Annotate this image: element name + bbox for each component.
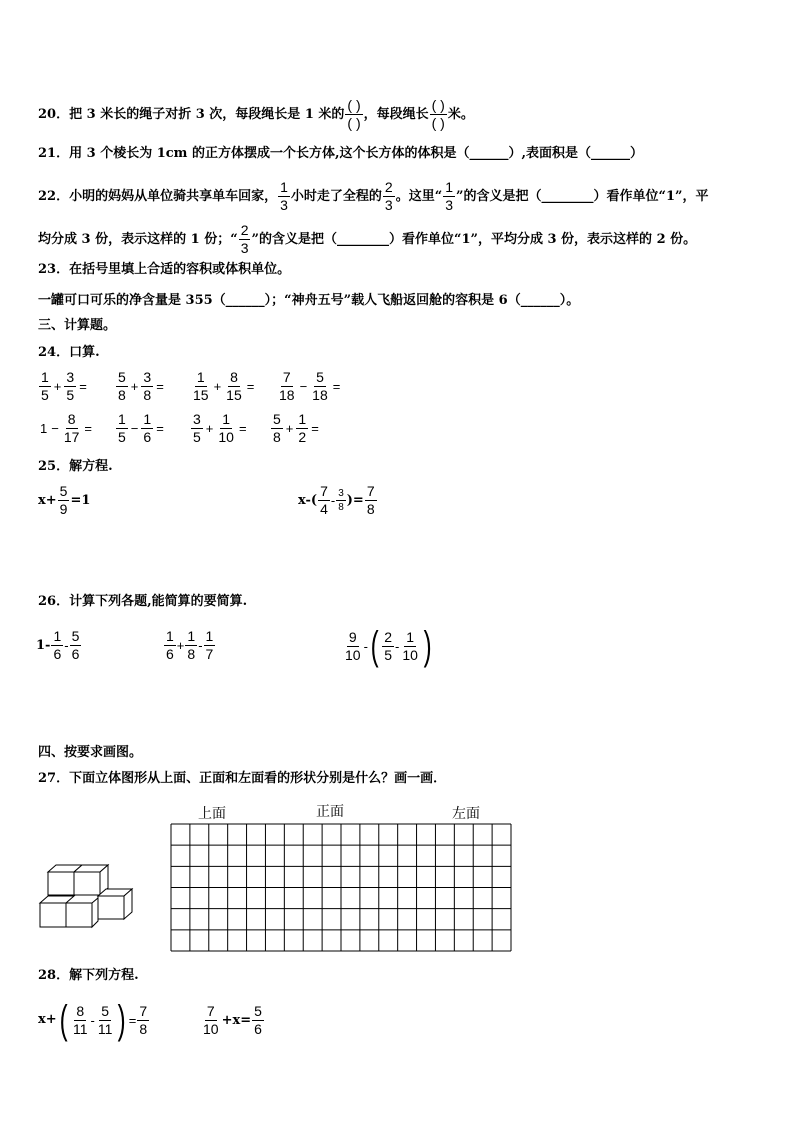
q26-expression-3 — [342, 626, 434, 666]
q26-e2-f3-den: 7 — [205, 646, 214, 662]
q28-equation-2 — [200, 1004, 265, 1037]
q25-e2-f3-den: 8 — [366, 501, 375, 517]
q28-e1-f3-den: 8 — [139, 1020, 148, 1037]
q26-e3-f3-num: 1 — [406, 628, 415, 645]
q28-e1-f2-den: 11 — [97, 1020, 113, 1037]
q24-operator: − — [130, 421, 139, 436]
q25-e1-x: x+ — [38, 492, 57, 508]
q22-f4-den: 3 — [240, 240, 249, 256]
q26-e3-f1-den: 10 — [345, 646, 361, 663]
q24-fraction-a-den: 15 — [193, 387, 209, 403]
q22-fraction-1 — [278, 180, 290, 213]
q23-text: 在括号里填上合适的容积或体积单位。 — [69, 262, 291, 277]
q25-e2-minus: - — [330, 493, 336, 508]
section-4-title: 四、按要求画图。 — [38, 745, 143, 760]
q24-fraction-a-num: 1 — [196, 369, 205, 385]
q26-e2-plus: + — [176, 638, 185, 653]
q24-fraction-a — [191, 412, 203, 445]
q22-f3-den: 3 — [445, 197, 453, 213]
q24-fraction-a-num: 5 — [118, 369, 126, 385]
question-26 — [38, 594, 247, 610]
q26-e3-fraction-3 — [400, 630, 420, 663]
q26-e1-f2-den: 6 — [71, 646, 80, 662]
q22-f1-num: 1 — [280, 179, 288, 195]
q25-e2-fraction-2 — [336, 488, 346, 513]
q28-e2-f2-den: 6 — [254, 1021, 262, 1037]
q24-fraction-b-den: 17 — [63, 429, 80, 445]
q22-text-b: 小时走了全程的 — [290, 189, 382, 204]
q26-e2-f2-den: 8 — [187, 646, 196, 662]
q24-fraction-a-num: 5 — [273, 411, 281, 427]
q24-fraction-b — [224, 370, 244, 403]
q26-e3-f3-den: 10 — [402, 646, 418, 663]
q24-item — [276, 370, 342, 403]
q28-e2-f2-num: 5 — [254, 1003, 262, 1019]
cube-front-face-4 — [66, 903, 92, 927]
q28-e1-equals: = — [128, 1012, 137, 1028]
label-left-view: 左面 — [452, 805, 480, 821]
q26-e2-fraction-3 — [204, 629, 216, 662]
q20-blank-num-1: ( ) — [347, 97, 361, 113]
q24-fraction-a — [39, 370, 51, 403]
q28-e2-f1-num: 7 — [206, 1003, 215, 1019]
q26-e3-f2-den: 5 — [384, 646, 393, 663]
q26-e1-fraction-1 — [51, 629, 63, 662]
q24-operator: − — [299, 379, 308, 394]
q24-fraction-a-num: 1 — [41, 369, 49, 385]
q24-item — [38, 412, 94, 445]
q26-e1-minus: - — [64, 638, 69, 653]
q26-e2-f3-num: 1 — [205, 628, 214, 644]
q24-fraction-b-den: 6 — [143, 429, 152, 445]
q28-e1-fraction-3 — [137, 1004, 149, 1037]
cube-top-face-3 — [40, 896, 74, 903]
q25-e1-fraction — [58, 484, 70, 517]
q26-e3-minus-2: - — [395, 638, 400, 654]
q25-text: 解方程. — [69, 459, 113, 474]
q20-blank-num-2: ( ) — [431, 97, 445, 113]
q24-fraction-b-den: 18 — [312, 387, 328, 403]
q24-fraction-b-num: 3 — [143, 369, 152, 385]
q28-e2-f1-den: 10 — [203, 1021, 219, 1037]
q28-e1-f1-num: 8 — [76, 1002, 85, 1019]
q24-fraction-b — [296, 412, 308, 445]
q28-equation-1 — [38, 1000, 150, 1040]
q25-e2-fraction-1 — [318, 484, 330, 517]
q24-item — [115, 370, 166, 403]
q24-operator: + — [213, 379, 222, 394]
q24-fraction-b — [310, 370, 330, 403]
q24-fraction-a-num: 3 — [193, 411, 201, 427]
q28-e1-right-paren: ) — [118, 998, 127, 1042]
q24-operator: + — [285, 421, 294, 436]
q24-operator: − — [51, 421, 59, 436]
q24-equals: = — [156, 421, 164, 436]
q24-fraction-a — [277, 370, 297, 403]
q28-e2-fraction-1 — [201, 1004, 221, 1037]
q24-number: 24． — [38, 345, 70, 360]
q26-e2-f1-num: 1 — [166, 628, 174, 644]
q20-text-b: ，每段绳长 — [363, 107, 429, 122]
q23-number: 23． — [38, 262, 70, 277]
question-23 — [38, 262, 290, 278]
q22-f1-den: 3 — [280, 197, 288, 213]
q24-fraction-a-den: 5 — [118, 429, 126, 445]
q20-text-c: 米。 — [447, 107, 474, 122]
q24-fraction-b-num: 8 — [230, 369, 238, 385]
drawing-grid[interactable] — [170, 823, 512, 953]
q25-e1-num: 5 — [59, 483, 68, 499]
q25-e2-fraction-3 — [365, 484, 377, 517]
q26-e3-left-paren: ( — [370, 624, 379, 668]
section-3-title: 三、计算题。 — [38, 318, 117, 333]
q26-e2-minus: - — [198, 638, 203, 653]
q25-e2-f3-num: 7 — [366, 483, 375, 499]
question-27 — [38, 771, 446, 787]
question-22-line-2 — [38, 223, 696, 256]
q20-blank-fraction-2 — [430, 98, 447, 131]
q26-e2-fraction-1 — [164, 629, 176, 662]
q25-equation-1 — [38, 484, 90, 517]
q24-fraction-a — [191, 370, 211, 403]
q24-fraction-a — [271, 412, 283, 445]
q28-e1-f2-num: 5 — [101, 1002, 110, 1019]
q24-fraction-a — [116, 412, 128, 445]
q24-fraction-b-num: 1 — [222, 411, 231, 427]
q24-fraction-a-den: 8 — [273, 429, 281, 445]
q24-whole: 1 — [40, 421, 48, 436]
q21-text: 用 3 个棱长为 1cm 的正方体摆成一个长方体,这个长方体的体积是（______）,表面积是（______） — [69, 146, 644, 161]
cube-front-face-1 — [48, 872, 74, 895]
q27-number: 27． — [38, 771, 70, 786]
q24-item — [190, 370, 256, 403]
question-23-line-2: 一罐可口可乐的净含量是 355（______）；“神舟五号”载人飞船返回舱的容积是 6（______）。 — [38, 293, 580, 308]
q24-item — [115, 412, 166, 445]
q22-fraction-4 — [239, 223, 251, 256]
q24-fraction-b-num: 3 — [66, 369, 75, 385]
q22-number: 22． — [38, 189, 70, 204]
q26-e2-fraction-2 — [185, 629, 197, 662]
q24-item — [270, 412, 321, 445]
cube-solid-figure — [38, 858, 138, 932]
q24-fraction-b-num: 5 — [316, 369, 324, 385]
q28-e2-fraction-2 — [252, 1004, 264, 1037]
q24-fraction-a-num: 7 — [282, 369, 291, 385]
q22-text-d: ”的含义是把（________）看作单位“1”，平 — [456, 189, 709, 204]
q26-e3-minus: - — [363, 638, 368, 654]
q24-item — [190, 412, 249, 445]
q25-e2-f2-num: 3 — [338, 488, 344, 499]
q24-operator: + — [53, 379, 62, 394]
q24-fraction-b-num: 8 — [67, 411, 76, 427]
q26-e1-fraction-2 — [70, 629, 82, 662]
q26-number: 26． — [38, 594, 70, 609]
q24-fraction-b — [64, 370, 76, 403]
q26-e3-right-paren: ) — [423, 624, 432, 668]
q24-fraction-b-den: 10 — [218, 429, 234, 445]
question-25 — [38, 459, 113, 475]
q24-item — [38, 370, 89, 403]
q24-equals: = — [84, 421, 92, 436]
q28-e2-plus-x: +x= — [221, 1012, 252, 1028]
q20-blank-den-1: ( ) — [347, 115, 361, 131]
q25-e2-f1-den: 4 — [320, 501, 328, 517]
q20-blank-den-2: ( ) — [431, 115, 445, 131]
question-21 — [38, 146, 643, 162]
q24-equals: = — [332, 379, 341, 394]
q28-text: 解下列方程. — [69, 968, 139, 983]
q22-fraction-3 — [443, 180, 455, 213]
q25-e1-den: 9 — [59, 501, 68, 517]
q28-e1-f1-den: 11 — [72, 1020, 88, 1037]
label-top-view: 上面 — [198, 805, 226, 821]
question-24 — [38, 345, 100, 361]
q24-fraction-b-num: 1 — [298, 411, 307, 427]
q28-e1-fraction-2 — [96, 1004, 115, 1037]
q25-number: 25． — [38, 459, 70, 474]
cube-front-face-5 — [98, 896, 124, 919]
q24-fraction-a — [116, 370, 128, 403]
question-22-line-1 — [38, 180, 708, 213]
q24-equals: = — [311, 421, 319, 436]
q24-fraction-b — [141, 370, 153, 403]
q22-text-a: 小明的妈妈从单位骑共享单车回家， — [69, 189, 278, 204]
q25-e2-x: x-( — [298, 492, 318, 508]
question-28 — [38, 968, 139, 984]
q22-f2-den: 3 — [384, 197, 393, 213]
q26-e2-f2-num: 1 — [187, 628, 196, 644]
q24-fraction-a-den: 8 — [118, 387, 126, 403]
q24-equals: = — [156, 379, 164, 394]
q28-e1-x: x+ — [38, 1012, 57, 1027]
q24-fraction-a-den: 5 — [193, 429, 201, 445]
q20-blank-fraction-1 — [345, 98, 362, 131]
q24-equals: = — [238, 421, 247, 436]
q24-fraction-b — [216, 412, 236, 445]
q28-number: 28． — [38, 968, 70, 983]
q26-e1-whole: 1- — [36, 637, 51, 653]
q25-e2-f1-num: 7 — [320, 483, 328, 499]
q28-e1-f3-num: 7 — [139, 1002, 148, 1019]
q24-fraction-a-den: 5 — [41, 387, 49, 403]
q26-e3-f2-num: 2 — [384, 628, 393, 645]
q20-text-a: 把 3 米长的绳子对折 3 次，每段绳长是 1 米的 — [69, 107, 345, 122]
q24-fraction-b-den: 8 — [143, 387, 152, 403]
q28-e1-fraction-1 — [71, 1004, 90, 1037]
q22-fraction-2 — [383, 180, 395, 213]
q28-e1-minus: - — [90, 1012, 95, 1028]
q26-e1-f1-num: 1 — [53, 628, 62, 644]
q22-f2-num: 2 — [384, 179, 393, 195]
q22-f3-num: 1 — [445, 179, 453, 195]
q24-fraction-b-num: 1 — [143, 411, 152, 427]
q24-fraction-a-den: 18 — [279, 387, 295, 403]
cube-side-face-4 — [92, 898, 98, 927]
q24-text: 口算. — [69, 345, 100, 360]
q20-number: 20． — [38, 107, 70, 122]
q26-e3-fraction-1 — [343, 630, 363, 663]
q24-operator: + — [205, 421, 214, 436]
q21-number: 21． — [38, 146, 70, 161]
q24-fraction-a-num: 1 — [118, 411, 126, 427]
q25-e2-rhs: )= — [346, 492, 364, 508]
q26-expression-1 — [36, 629, 82, 662]
q27-text: 下面立体图形从上面、正面和左面看的形状分别是什么？画一画． — [69, 771, 447, 786]
q24-equals: = — [79, 379, 87, 394]
q25-e2-f2-den: 8 — [338, 502, 344, 513]
q24-fraction-b — [62, 412, 82, 445]
q25-e1-rhs: =1 — [70, 492, 91, 508]
q22-f4-num: 2 — [240, 222, 249, 238]
q24-fraction-b — [141, 412, 153, 445]
q24-fraction-b-den: 15 — [226, 387, 242, 403]
q26-e3-f1-num: 9 — [348, 628, 357, 645]
q22-text-c: 。这里“ — [395, 189, 443, 204]
q26-text: 计算下列各题,能简算的要简算. — [69, 594, 248, 609]
cube-front-face-2 — [74, 872, 100, 895]
q26-e3-fraction-2 — [382, 630, 394, 663]
q26-expression-2 — [163, 629, 216, 662]
q26-e1-f1-den: 6 — [53, 646, 62, 662]
cube-front-face-3 — [40, 903, 66, 927]
q24-equals: = — [246, 379, 255, 394]
q24-fraction-b-den: 5 — [66, 387, 75, 403]
q25-equation-2 — [298, 484, 378, 517]
q22-line2-text-a: 均分成 3 份，表示这样的 1 份；“ — [38, 232, 238, 247]
q26-e1-f2-num: 5 — [71, 628, 80, 644]
label-front-view: 正面 — [316, 803, 344, 819]
q24-operator: + — [130, 379, 139, 394]
question-20 — [38, 98, 474, 131]
q22-line2-text-b: ”的含义是把（________）看作单位“1”，平均分成 3 份，表示这样的 2 份。 — [251, 232, 697, 247]
q24-fraction-b-den: 2 — [298, 429, 307, 445]
q26-e2-f1-den: 6 — [166, 646, 174, 662]
q28-e1-left-paren: ( — [59, 998, 68, 1042]
